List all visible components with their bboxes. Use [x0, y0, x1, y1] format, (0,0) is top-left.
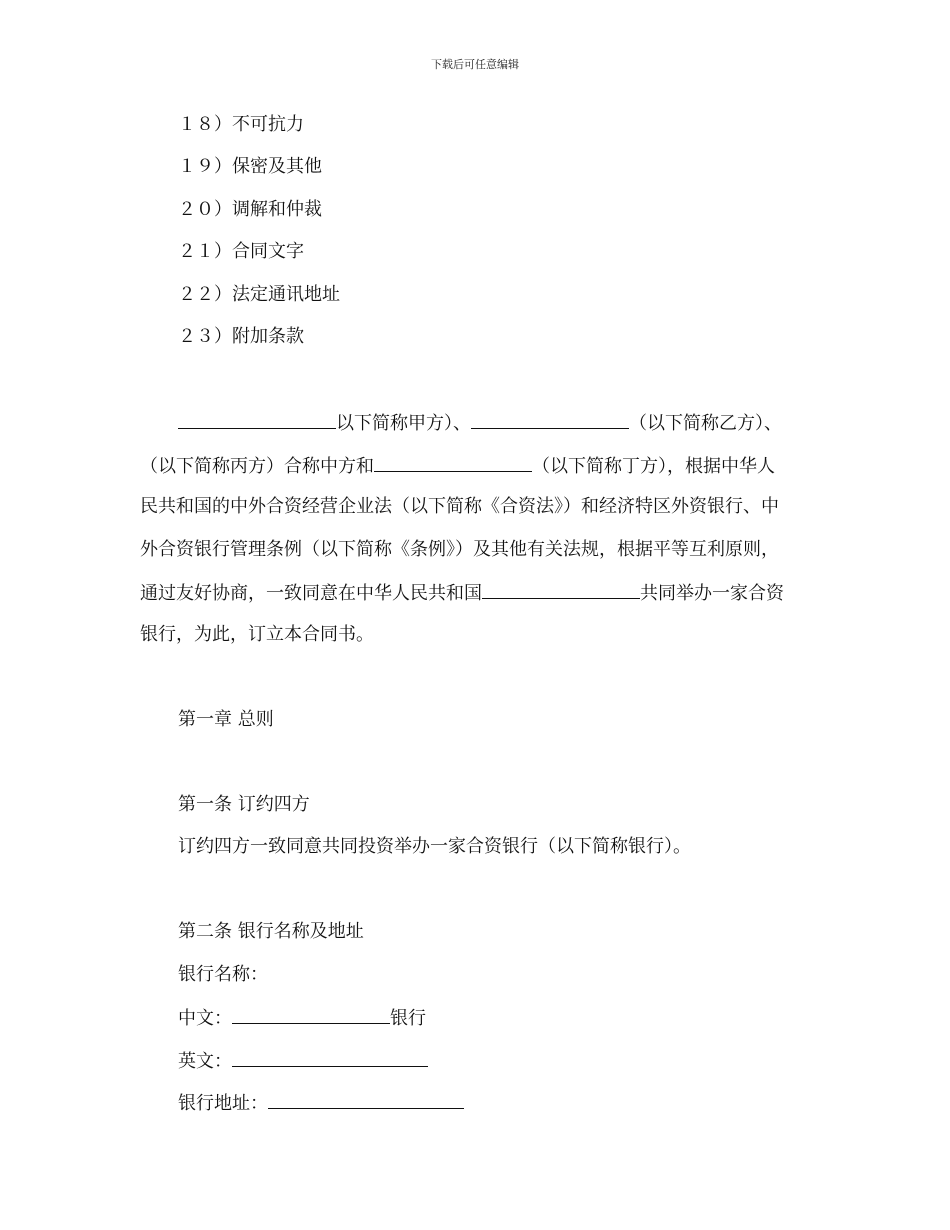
- toc-item: ２３）附加条款: [178, 326, 304, 347]
- chinese-name-label: 中文：: [178, 1008, 232, 1029]
- article-title: 第二条 银行名称及地址: [178, 921, 364, 942]
- preamble-line-5: [140, 580, 784, 606]
- preamble-text: （以下简称丁方），根据中华人: [532, 456, 775, 477]
- party-b-blank[interactable]: [471, 410, 629, 429]
- preamble-text: 共同举办一家合资: [640, 583, 784, 604]
- toc-item: ２２）法定通讯地址: [178, 284, 340, 305]
- english-name-label: 英文：: [178, 1051, 232, 1072]
- chinese-name-line: [178, 1005, 426, 1031]
- chapter-title: 第一章 总则: [178, 709, 274, 730]
- page-header: 下载后可任意编辑: [431, 58, 519, 71]
- preamble-text: 以下简称甲方）、: [336, 413, 471, 434]
- toc-item: １９）保密及其他: [178, 156, 322, 177]
- bank-address-blank[interactable]: [268, 1090, 464, 1109]
- preamble-line-6: 银行，为此，订立本合同书。: [140, 624, 374, 645]
- preamble-line-4: 外合资银行管理条例（以下简称《条例》）及其他有关法规，根据平等互利原则，: [140, 539, 779, 560]
- bank-name-label: 银行名称：: [178, 964, 268, 985]
- preamble-line-3: 民共和国的中外合资经营企业法（以下简称《合资法》）和经济特区外资银行、中: [140, 496, 779, 517]
- english-name-blank[interactable]: [232, 1048, 428, 1067]
- location-blank[interactable]: [482, 580, 640, 599]
- toc-item: ２０）调解和仲裁: [178, 199, 322, 220]
- bank-address-line: [178, 1090, 464, 1116]
- preamble-text: （以下简称乙方）、: [629, 413, 782, 434]
- article-body: 订约四方一致同意共同投资举办一家合资银行（以下简称银行）。: [178, 836, 691, 857]
- preamble-text: （以下简称丙方）合称中方和: [140, 456, 374, 477]
- preamble-line-2: [140, 453, 775, 479]
- party-d-blank[interactable]: [374, 453, 532, 472]
- party-a-blank[interactable]: [178, 410, 336, 429]
- english-name-line: [178, 1048, 428, 1074]
- preamble-text: 通过友好协商，一致同意在中华人民共和国: [140, 583, 482, 604]
- toc-item: １８）不可抗力: [178, 114, 304, 135]
- chinese-name-blank[interactable]: [232, 1005, 390, 1024]
- preamble-line-1: [178, 410, 782, 436]
- chinese-name-suffix: 银行: [390, 1008, 426, 1029]
- article-title: 第一条 订约四方: [178, 794, 310, 815]
- bank-address-label: 银行地址：: [178, 1093, 268, 1114]
- toc-item: ２１）合同文字: [178, 241, 304, 262]
